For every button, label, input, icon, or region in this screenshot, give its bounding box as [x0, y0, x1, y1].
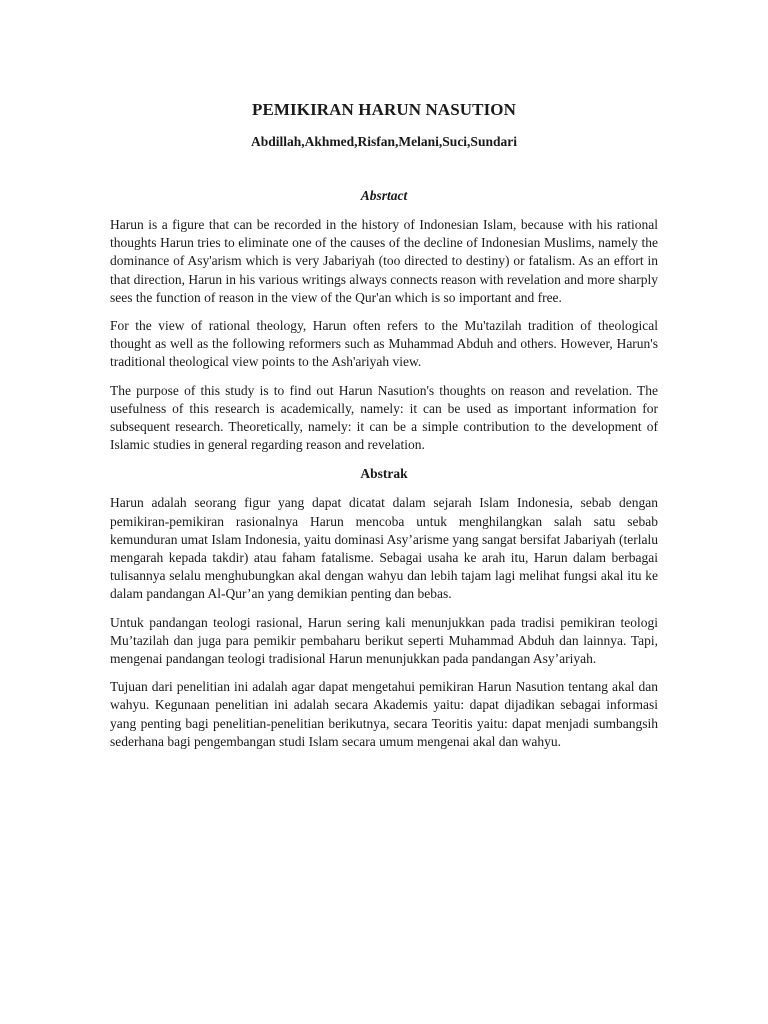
- abstract-id-paragraph-1: Harun adalah seorang figur yang dapat dicatat dalam sejarah Islam Indonesia, sebab dengan pemikiran-pemikiran rasionalnya Harun mencoba untuk menghilangkan salah satu sebab kemunduran umat Islam Indonesia, yaitu dominasi Asy’arisme yang sangat bersifat Jabariyah (terlalu mengarah kepada takdir) atau faham fatalisme. Sebagai usaha ke arah itu, Harun dalam berbagai tulisannya selalu menghubungkan akal dengan wahyu dan lebih tajam lagi melihat fungsi akal itu ke dalam pandangan Al-Qur’an yang demikian penting dan bebas.: [110, 495, 658, 602]
- document-title: PEMIKIRAN HARUN NASUTION: [251, 100, 517, 119]
- abstract-en-heading: Absrtact: [360, 188, 408, 203]
- abstract-id-heading: Abstrak: [360, 466, 408, 482]
- abstract-en-paragraph-1: Harun is a figure that can be recorded in the history of Indonesian Islam, because with his rational thoughts Harun tries to eliminate one of the causes of the decline of Indonesian Muslims, namely the dominance of Asy'arism which is very Jabariyah (too directed to destiny) or fatalism. As an effort in that direction, Harun in his various writings always connects reason with revelation and more sharply sees the function of reason in the view of the Qur'an which is so important and free.: [110, 217, 658, 305]
- document-page: [110, 100, 658, 761]
- abstract-en-paragraph-3: The purpose of this study is to find out Harun Nasution's thoughts on reason and revelation. The usefulness of this research is academically, namely: it can be used as important information for subsequent research. Theoretically, namely: it can be a simple contribution to the development of Islamic studies in general regarding reason and revelation.: [110, 382, 658, 453]
- abstract-id-paragraph-3: Tujuan dari penelitian ini adalah agar dapat mengetahui pemikiran Harun Nasution tentang akal dan wahyu. Kegunaan penelitian ini adalah secara Akademis yaitu: dapat dijadikan sebagai informasi yang penting bagi penelitian-penelitian berikutnya, secara Teoritis yaitu: dapat menjadi sumbangsih sederhana bagi pengembangan studi Islam secara umum mengenai akal dan wahyu.: [110, 679, 658, 749]
- abstract-id-paragraph-2: Untuk pandangan teologi rasional, Harun sering kali menunjukkan pada tradisi pemikiran teologi Mu’tazilah dan juga para pemikir pembaharu berikut seperti Muhammad Abduh dan lainnya. Tapi, mengenai pandangan teologi tradisional Harun menunjukkan pada pandangan Asy’ariyah.: [110, 614, 658, 667]
- abstract-en-paragraph-2: For the view of rational theology, Harun often refers to the Mu'tazilah tradition of theological thought as well as the following reformers such as Muhammad Abduh and others. However, Harun's traditional theological view points to the Ash'ariyah view.: [110, 318, 658, 370]
- document-authors: Abdillah,Akhmed,Risfan,Melani,Suci,Sundari: [251, 134, 517, 149]
